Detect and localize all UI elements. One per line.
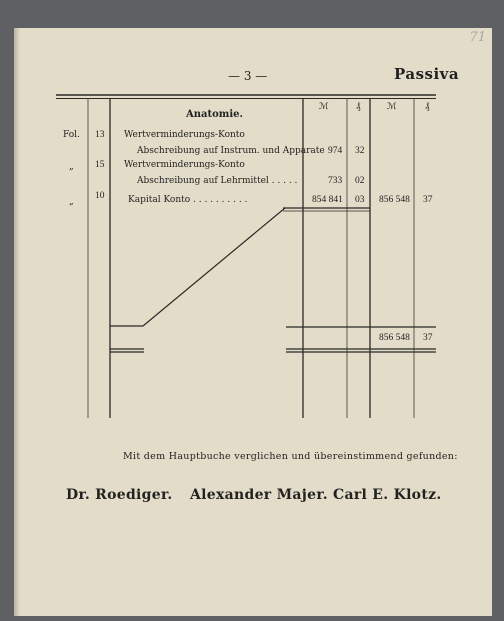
total-mark: 856 548 xyxy=(379,333,410,343)
pf2-header: ₰ xyxy=(425,102,430,112)
entry-3-ditto: „ xyxy=(69,197,74,207)
entry-1-line2: Abschreibung auf Instrum. und Apparate xyxy=(137,146,325,156)
pencil-page-mark: 71 xyxy=(469,30,486,45)
entry-1-pf: 32 xyxy=(355,146,365,156)
entry-3-pf: 03 xyxy=(355,195,365,205)
entry-2-line2: Abschreibung auf Lehrmittel . . . . . xyxy=(137,176,298,186)
entry-3-pf2: 37 xyxy=(423,195,433,205)
entry-1-line1: Wertverminderungs-Konto xyxy=(124,130,245,140)
verification-note: Mit dem Hauptbuche verglichen und übereinstimmend gefunden: xyxy=(123,451,458,462)
entry-2-pf: 02 xyxy=(355,176,365,186)
page-title: Passiva xyxy=(394,65,460,83)
entry-2-number: 15 xyxy=(95,160,105,170)
fol-label: Fol. xyxy=(63,130,80,140)
signature-majer: Alexander Majer. xyxy=(190,487,328,503)
pf-header: ₰ xyxy=(356,102,361,112)
section-heading: Anatomie. xyxy=(186,109,244,120)
mark2-header: ℳ xyxy=(387,102,397,112)
entry-3-number: 10 xyxy=(95,191,105,201)
signature-klotz: Carl E. Klotz. xyxy=(333,487,442,503)
entry-3-mark: 854 841 xyxy=(312,195,343,205)
entry-2-mark: 733 xyxy=(328,176,343,186)
signature-roediger: Dr. Roediger. xyxy=(66,487,173,503)
entry-1-mark: 974 xyxy=(328,146,343,156)
entry-3-line1: Kapital Konto . . . . . . . . . . xyxy=(128,195,248,205)
entry-1-number: 13 xyxy=(95,130,105,140)
entry-3-mark2: 856 548 xyxy=(379,195,410,205)
entry-2-line1: Wertverminderungs-Konto xyxy=(124,160,245,170)
entry-2-ditto: „ xyxy=(69,162,74,172)
filler-stroke xyxy=(110,208,285,326)
mark-header: ℳ xyxy=(319,102,329,112)
page-number: — 3 — xyxy=(228,69,268,83)
total-pf: 37 xyxy=(423,333,433,343)
